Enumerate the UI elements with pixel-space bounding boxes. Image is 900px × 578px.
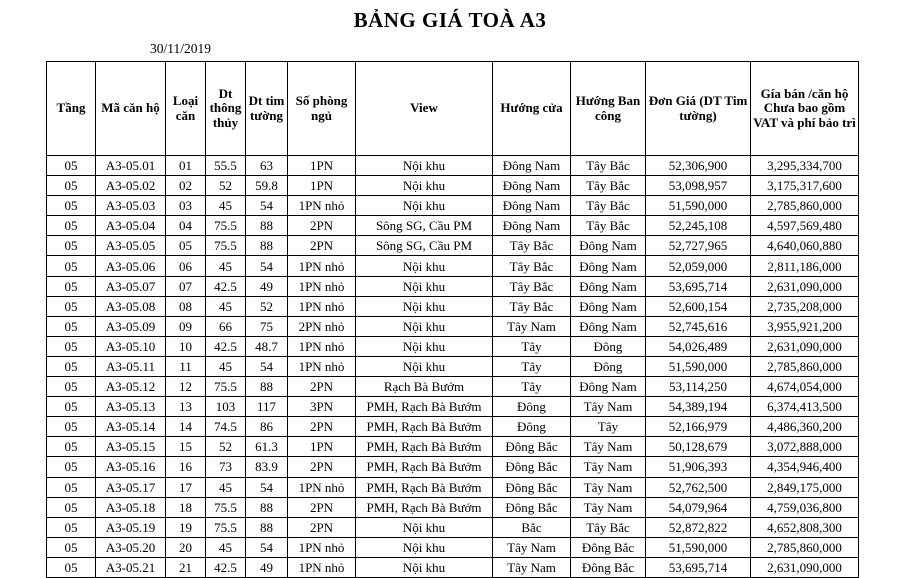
cell-dt-thong-thuy: 75.5	[206, 216, 246, 236]
table-row	[47, 457, 859, 477]
cell-gia-ban: 3,295,334,700	[751, 156, 859, 176]
cell-so-phong-ngu: 1PN	[288, 156, 356, 176]
cell-dt-thong-thuy: 45	[206, 196, 246, 216]
cell-so-phong-ngu: 2PN	[288, 236, 356, 256]
cell-huong-cua: Tây Bắc	[493, 256, 571, 276]
cell-dt-thong-thuy: 45	[206, 296, 246, 316]
cell-tang: 05	[47, 156, 96, 176]
cell-ma-can-ho: A3-05.09	[96, 316, 166, 336]
cell-loai-can: 09	[166, 316, 206, 336]
cell-ma-can-ho: A3-05.14	[96, 417, 166, 437]
cell-gia-ban: 2,811,186,000	[751, 256, 859, 276]
cell-huong-ban-cong: Đông Bắc	[571, 557, 646, 577]
cell-gia-ban: 2,735,208,000	[751, 296, 859, 316]
cell-dt-tim-tuong: 88	[246, 517, 288, 537]
cell-so-phong-ngu: 2PN nhỏ	[288, 316, 356, 336]
cell-tang: 05	[47, 437, 96, 457]
cell-ma-can-ho: A3-05.17	[96, 477, 166, 497]
table-row	[47, 176, 859, 196]
cell-dt-tim-tuong: 54	[246, 537, 288, 557]
cell-loai-can: 04	[166, 216, 206, 236]
cell-tang: 05	[47, 176, 96, 196]
cell-gia-ban: 3,072,888,000	[751, 437, 859, 457]
cell-dt-thong-thuy: 45	[206, 537, 246, 557]
cell-so-phong-ngu: 1PN	[288, 437, 356, 457]
cell-don-gia: 54,389,194	[646, 397, 751, 417]
cell-dt-thong-thuy: 52	[206, 176, 246, 196]
cell-huong-ban-cong: Tây	[571, 417, 646, 437]
cell-dt-thong-thuy: 73	[206, 457, 246, 477]
cell-ma-can-ho: A3-05.16	[96, 457, 166, 477]
cell-huong-cua: Tây Bắc	[493, 276, 571, 296]
cell-dt-thong-thuy: 42.5	[206, 336, 246, 356]
cell-huong-ban-cong: Tây Bắc	[571, 196, 646, 216]
column-header-gia-ban: Gía bán /căn hộ Chưa bao gồm VAT và phí bảo trì	[751, 62, 859, 156]
cell-dt-tim-tuong: 54	[246, 196, 288, 216]
table-body	[47, 156, 859, 578]
cell-ma-can-ho: A3-05.15	[96, 437, 166, 457]
table-row	[47, 216, 859, 236]
cell-dt-thong-thuy: 52	[206, 437, 246, 457]
cell-view: Nội khu	[356, 256, 493, 276]
cell-gia-ban: 3,955,921,200	[751, 316, 859, 336]
column-header-don-gia: Đơn Giá (DT Tim tường)	[646, 62, 751, 156]
cell-huong-ban-cong: Đông Nam	[571, 296, 646, 316]
apartment-price-table	[46, 61, 859, 578]
cell-so-phong-ngu: 1PN nhỏ	[288, 356, 356, 376]
cell-don-gia: 51,590,000	[646, 356, 751, 376]
cell-dt-thong-thuy: 75.5	[206, 377, 246, 397]
cell-tang: 05	[47, 196, 96, 216]
document-date: 30/11/2019	[150, 41, 212, 56]
cell-tang: 05	[47, 296, 96, 316]
cell-ma-can-ho: A3-05.13	[96, 397, 166, 417]
cell-huong-cua: Đông Bắc	[493, 497, 571, 517]
cell-loai-can: 16	[166, 457, 206, 477]
cell-gia-ban: 2,631,090,000	[751, 557, 859, 577]
cell-don-gia: 54,079,964	[646, 497, 751, 517]
cell-gia-ban: 2,785,860,000	[751, 356, 859, 376]
cell-ma-can-ho: A3-05.18	[96, 497, 166, 517]
cell-huong-cua: Tây	[493, 336, 571, 356]
cell-view: PMH, Rạch Bà Bướm	[356, 397, 493, 417]
cell-so-phong-ngu: 1PN nhỏ	[288, 537, 356, 557]
cell-dt-thong-thuy: 45	[206, 356, 246, 376]
column-header-dt-thong-thuy: Dt thông thủy	[206, 62, 246, 156]
cell-ma-can-ho: A3-05.05	[96, 236, 166, 256]
cell-huong-ban-cong: Đông	[571, 356, 646, 376]
cell-don-gia: 52,306,900	[646, 156, 751, 176]
cell-so-phong-ngu: 1PN nhỏ	[288, 296, 356, 316]
cell-dt-tim-tuong: 52	[246, 296, 288, 316]
cell-huong-ban-cong: Tây Nam	[571, 497, 646, 517]
cell-huong-cua: Đông Nam	[493, 156, 571, 176]
cell-don-gia: 52,727,965	[646, 236, 751, 256]
cell-so-phong-ngu: 1PN nhỏ	[288, 557, 356, 577]
cell-huong-cua: Đông	[493, 397, 571, 417]
cell-dt-tim-tuong: 88	[246, 377, 288, 397]
cell-dt-tim-tuong: 54	[246, 356, 288, 376]
cell-huong-cua: Tây Bắc	[493, 296, 571, 316]
cell-loai-can: 03	[166, 196, 206, 216]
column-header-huong-ban-cong: Hướng Ban công	[571, 62, 646, 156]
cell-don-gia: 52,762,500	[646, 477, 751, 497]
cell-view: Nội khu	[356, 296, 493, 316]
cell-gia-ban: 2,849,175,000	[751, 477, 859, 497]
cell-view: Nội khu	[356, 316, 493, 336]
cell-loai-can: 08	[166, 296, 206, 316]
cell-view: Nội khu	[356, 557, 493, 577]
table-row	[47, 236, 859, 256]
cell-dt-thong-thuy: 66	[206, 316, 246, 336]
column-header-huong-cua: Hướng cửa	[493, 62, 571, 156]
cell-loai-can: 21	[166, 557, 206, 577]
table-row	[47, 377, 859, 397]
cell-tang: 05	[47, 316, 96, 336]
cell-tang: 05	[47, 517, 96, 537]
cell-dt-thong-thuy: 75.5	[206, 517, 246, 537]
cell-don-gia: 51,590,000	[646, 537, 751, 557]
cell-ma-can-ho: A3-05.02	[96, 176, 166, 196]
cell-huong-cua: Bắc	[493, 517, 571, 537]
cell-dt-tim-tuong: 49	[246, 557, 288, 577]
column-header-so-phong-ngu: Số phòng ngủ	[288, 62, 356, 156]
cell-loai-can: 20	[166, 537, 206, 557]
cell-don-gia: 54,026,489	[646, 336, 751, 356]
cell-huong-ban-cong: Tây Bắc	[571, 176, 646, 196]
cell-view: PMH, Rạch Bà Bướm	[356, 417, 493, 437]
cell-tang: 05	[47, 477, 96, 497]
table-row	[47, 356, 859, 376]
cell-ma-can-ho: A3-05.19	[96, 517, 166, 537]
cell-so-phong-ngu: 1PN nhỏ	[288, 276, 356, 296]
table-header	[47, 62, 859, 156]
cell-huong-cua: Tây Nam	[493, 557, 571, 577]
cell-huong-cua: Tây Nam	[493, 537, 571, 557]
cell-gia-ban: 4,597,569,480	[751, 216, 859, 236]
cell-gia-ban: 4,486,360,200	[751, 417, 859, 437]
cell-ma-can-ho: A3-05.07	[96, 276, 166, 296]
cell-ma-can-ho: A3-05.06	[96, 256, 166, 276]
cell-dt-tim-tuong: 75	[246, 316, 288, 336]
cell-don-gia: 51,590,000	[646, 196, 751, 216]
cell-don-gia: 52,059,000	[646, 256, 751, 276]
cell-so-phong-ngu: 2PN	[288, 457, 356, 477]
cell-tang: 05	[47, 236, 96, 256]
cell-huong-cua: Tây Nam	[493, 316, 571, 336]
cell-huong-cua: Đông Nam	[493, 196, 571, 216]
cell-dt-tim-tuong: 88	[246, 216, 288, 236]
cell-gia-ban: 2,785,860,000	[751, 537, 859, 557]
cell-don-gia: 50,128,679	[646, 437, 751, 457]
table-row	[47, 196, 859, 216]
cell-so-phong-ngu: 1PN nhỏ	[288, 336, 356, 356]
cell-tang: 05	[47, 256, 96, 276]
cell-ma-can-ho: A3-05.03	[96, 196, 166, 216]
cell-loai-can: 15	[166, 437, 206, 457]
cell-dt-tim-tuong: 88	[246, 497, 288, 517]
cell-dt-thong-thuy: 55.5	[206, 156, 246, 176]
cell-ma-can-ho: A3-05.11	[96, 356, 166, 376]
cell-view: Nội khu	[356, 336, 493, 356]
cell-dt-tim-tuong: 117	[246, 397, 288, 417]
cell-view: Nội khu	[356, 356, 493, 376]
cell-ma-can-ho: A3-05.12	[96, 377, 166, 397]
cell-dt-tim-tuong: 88	[246, 236, 288, 256]
cell-huong-ban-cong: Đông Nam	[571, 256, 646, 276]
cell-loai-can: 13	[166, 397, 206, 417]
cell-dt-tim-tuong: 54	[246, 256, 288, 276]
cell-view: PMH, Rạch Bà Bướm	[356, 457, 493, 477]
cell-so-phong-ngu: 3PN	[288, 397, 356, 417]
cell-gia-ban: 4,674,054,000	[751, 377, 859, 397]
column-header-dt-tim-tuong: Dt tim tường	[246, 62, 288, 156]
cell-tang: 05	[47, 537, 96, 557]
cell-huong-ban-cong: Tây Nam	[571, 397, 646, 417]
table-row	[47, 437, 859, 457]
cell-dt-thong-thuy: 75.5	[206, 497, 246, 517]
table-row	[47, 477, 859, 497]
page-title: BẢNG GIÁ TOÀ A3	[353, 8, 547, 32]
cell-huong-cua: Tây	[493, 356, 571, 376]
cell-gia-ban: 4,640,060,880	[751, 236, 859, 256]
cell-tang: 05	[47, 417, 96, 437]
cell-gia-ban: 4,759,036,800	[751, 497, 859, 517]
cell-view: Sông SG, Cầu PM	[356, 216, 493, 236]
cell-huong-cua: Đông Nam	[493, 176, 571, 196]
cell-loai-can: 07	[166, 276, 206, 296]
cell-gia-ban: 2,785,860,000	[751, 196, 859, 216]
column-header-loai-can: Loại căn	[166, 62, 206, 156]
cell-view: Nội khu	[356, 276, 493, 296]
cell-loai-can: 12	[166, 377, 206, 397]
cell-so-phong-ngu: 2PN	[288, 377, 356, 397]
cell-tang: 05	[47, 336, 96, 356]
cell-huong-ban-cong: Tây Bắc	[571, 216, 646, 236]
cell-dt-thong-thuy: 45	[206, 477, 246, 497]
cell-gia-ban: 4,652,808,300	[751, 517, 859, 537]
table-row	[47, 537, 859, 557]
cell-tang: 05	[47, 276, 96, 296]
cell-view: Rạch Bà Bướm	[356, 377, 493, 397]
cell-view: PMH, Rạch Bà Bướm	[356, 497, 493, 517]
cell-ma-can-ho: A3-05.04	[96, 216, 166, 236]
cell-gia-ban: 3,175,317,600	[751, 176, 859, 196]
cell-dt-tim-tuong: 54	[246, 477, 288, 497]
cell-tang: 05	[47, 216, 96, 236]
cell-tang: 05	[47, 397, 96, 417]
cell-so-phong-ngu: 2PN	[288, 216, 356, 236]
cell-gia-ban: 4,354,946,400	[751, 457, 859, 477]
cell-ma-can-ho: A3-05.01	[96, 156, 166, 176]
cell-view: PMH, Rạch Bà Bướm	[356, 437, 493, 457]
cell-don-gia: 52,872,822	[646, 517, 751, 537]
cell-huong-ban-cong: Tây Bắc	[571, 156, 646, 176]
cell-gia-ban: 6,374,413,500	[751, 397, 859, 417]
cell-tang: 05	[47, 356, 96, 376]
cell-loai-can: 01	[166, 156, 206, 176]
cell-don-gia: 53,695,714	[646, 557, 751, 577]
cell-loai-can: 17	[166, 477, 206, 497]
cell-dt-thong-thuy: 75.5	[206, 236, 246, 256]
table-row	[47, 296, 859, 316]
cell-view: Nội khu	[356, 176, 493, 196]
table-row	[47, 497, 859, 517]
cell-huong-cua: Đông Bắc	[493, 477, 571, 497]
cell-so-phong-ngu: 1PN nhỏ	[288, 196, 356, 216]
cell-loai-can: 02	[166, 176, 206, 196]
cell-dt-tim-tuong: 61.3	[246, 437, 288, 457]
table-row	[47, 517, 859, 537]
cell-tang: 05	[47, 377, 96, 397]
table-row	[47, 256, 859, 276]
cell-don-gia: 51,906,393	[646, 457, 751, 477]
cell-so-phong-ngu: 1PN nhỏ	[288, 477, 356, 497]
cell-so-phong-ngu: 1PN	[288, 176, 356, 196]
cell-so-phong-ngu: 2PN	[288, 517, 356, 537]
cell-so-phong-ngu: 2PN	[288, 497, 356, 517]
cell-dt-thong-thuy: 42.5	[206, 557, 246, 577]
cell-don-gia: 53,695,714	[646, 276, 751, 296]
cell-huong-ban-cong: Tây Nam	[571, 477, 646, 497]
table-header-row	[47, 62, 859, 156]
cell-huong-ban-cong: Đông Nam	[571, 316, 646, 336]
cell-huong-ban-cong: Tây Nam	[571, 457, 646, 477]
cell-view: Nội khu	[356, 517, 493, 537]
cell-huong-ban-cong: Đông	[571, 336, 646, 356]
cell-don-gia: 52,245,108	[646, 216, 751, 236]
cell-dt-thong-thuy: 45	[206, 256, 246, 276]
cell-loai-can: 11	[166, 356, 206, 376]
cell-huong-ban-cong: Đông Nam	[571, 236, 646, 256]
table-row	[47, 417, 859, 437]
column-header-tang: Tầng	[47, 62, 96, 156]
cell-dt-thong-thuy: 74.5	[206, 417, 246, 437]
cell-ma-can-ho: A3-05.08	[96, 296, 166, 316]
column-header-ma-can-ho: Mã căn hộ	[96, 62, 166, 156]
cell-dt-tim-tuong: 49	[246, 276, 288, 296]
cell-ma-can-ho: A3-05.21	[96, 557, 166, 577]
cell-loai-can: 18	[166, 497, 206, 517]
cell-tang: 05	[47, 497, 96, 517]
cell-tang: 05	[47, 557, 96, 577]
cell-ma-can-ho: A3-05.10	[96, 336, 166, 356]
cell-dt-tim-tuong: 63	[246, 156, 288, 176]
cell-view: Nội khu	[356, 156, 493, 176]
cell-dt-tim-tuong: 86	[246, 417, 288, 437]
cell-gia-ban: 2,631,090,000	[751, 336, 859, 356]
cell-view: PMH, Rạch Bà Bướm	[356, 477, 493, 497]
cell-view: Nội khu	[356, 196, 493, 216]
cell-dt-tim-tuong: 83.9	[246, 457, 288, 477]
cell-huong-ban-cong: Đông Nam	[571, 276, 646, 296]
table-row	[47, 397, 859, 417]
cell-don-gia: 52,166,979	[646, 417, 751, 437]
table-row	[47, 156, 859, 176]
cell-loai-can: 05	[166, 236, 206, 256]
table-row	[47, 316, 859, 336]
cell-ma-can-ho: A3-05.20	[96, 537, 166, 557]
cell-huong-ban-cong: Đông Nam	[571, 377, 646, 397]
cell-dt-tim-tuong: 48.7	[246, 336, 288, 356]
cell-don-gia: 53,098,957	[646, 176, 751, 196]
cell-loai-can: 06	[166, 256, 206, 276]
cell-dt-thong-thuy: 103	[206, 397, 246, 417]
cell-huong-cua: Tây Bắc	[493, 236, 571, 256]
cell-huong-ban-cong: Tây Nam	[571, 437, 646, 457]
cell-so-phong-ngu: 2PN	[288, 417, 356, 437]
cell-view: Sông SG, Cầu PM	[356, 236, 493, 256]
cell-huong-ban-cong: Đông Bắc	[571, 537, 646, 557]
cell-huong-cua: Đông	[493, 417, 571, 437]
cell-loai-can: 10	[166, 336, 206, 356]
cell-huong-cua: Tây	[493, 377, 571, 397]
cell-dt-tim-tuong: 59.8	[246, 176, 288, 196]
cell-view: Nội khu	[356, 537, 493, 557]
cell-huong-cua: Đông Bắc	[493, 457, 571, 477]
cell-don-gia: 52,745,616	[646, 316, 751, 336]
cell-loai-can: 14	[166, 417, 206, 437]
cell-dt-thong-thuy: 42.5	[206, 276, 246, 296]
cell-huong-cua: Đông Nam	[493, 216, 571, 236]
cell-don-gia: 52,600,154	[646, 296, 751, 316]
cell-huong-cua: Đông Bắc	[493, 437, 571, 457]
column-header-view: View	[356, 62, 493, 156]
cell-don-gia: 53,114,250	[646, 377, 751, 397]
cell-gia-ban: 2,631,090,000	[751, 276, 859, 296]
table-row	[47, 557, 859, 577]
cell-huong-ban-cong: Tây Bắc	[571, 517, 646, 537]
table-row	[47, 276, 859, 296]
cell-loai-can: 19	[166, 517, 206, 537]
table-row	[47, 336, 859, 356]
cell-tang: 05	[47, 457, 96, 477]
cell-so-phong-ngu: 1PN nhỏ	[288, 256, 356, 276]
